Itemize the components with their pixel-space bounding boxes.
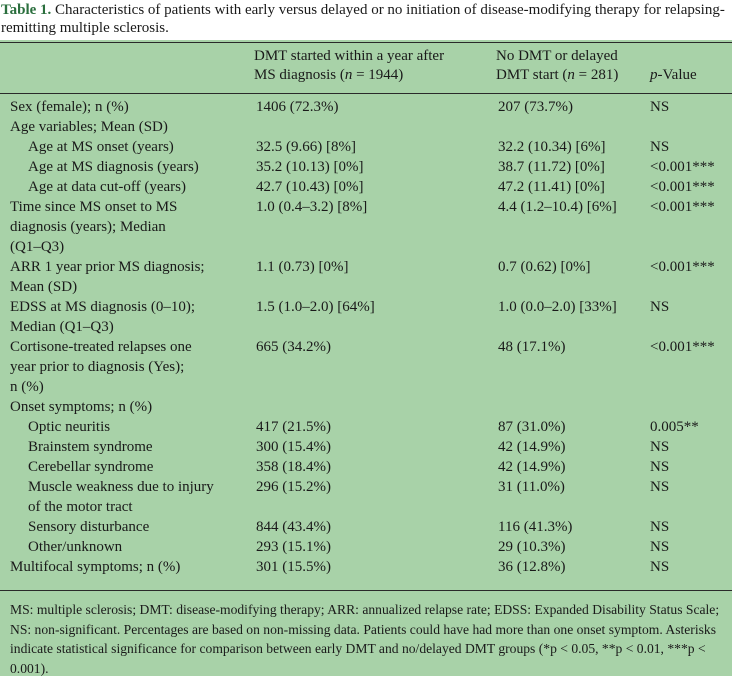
delayed-dmt-value: 207 (73.7%) — [498, 99, 573, 115]
p-value: NS — [650, 479, 670, 495]
early-dmt-value: 293 (15.1%) — [256, 539, 331, 555]
p-value: <0.001*** — [650, 259, 715, 275]
early-dmt-value: 35.2 (10.13) [0%] — [256, 159, 364, 175]
p-value: 0.005** — [650, 419, 699, 435]
p-value: <0.001*** — [650, 179, 715, 195]
p-value: NS — [650, 519, 670, 535]
row-label: Brainstem syndrome — [28, 439, 153, 455]
p-value: NS — [650, 99, 670, 115]
delayed-dmt-value: 0.7 (0.62) [0%] — [498, 259, 591, 275]
delayed-dmt-value: 116 (41.3%) — [498, 519, 573, 535]
row-label: Onset symptoms; n (%) — [10, 399, 153, 415]
caption-text: Characteristics of patients with early versus delayed or no initiation of disease-modifying therapy for relapsing-remitting multiple sclerosis. — [1, 2, 725, 36]
p-value: <0.001*** — [650, 199, 715, 215]
delayed-dmt-value: 42 (14.9%) — [498, 439, 566, 455]
p-value: NS — [650, 439, 670, 455]
row-label: Muscle weakness due to injury — [28, 479, 214, 495]
table-panel — [0, 40, 732, 676]
delayed-dmt-value: 4.4 (1.2–10.4) [6%] — [498, 199, 617, 215]
bottom-rule — [0, 590, 732, 591]
row-label: Multifocal symptoms; n (%) — [10, 559, 181, 575]
p-value: NS — [650, 139, 670, 155]
p-value: NS — [650, 539, 670, 555]
header-delayed-line1: No DMT or delayed — [496, 48, 618, 64]
early-dmt-value: 358 (18.4%) — [256, 459, 331, 475]
early-dmt-value: 1.1 (0.73) [0%] — [256, 259, 349, 275]
header-delayed-line2: DMT start (n = 281) — [496, 67, 619, 83]
row-label: Cerebellar syndrome — [28, 459, 154, 475]
row-label: (Q1–Q3) — [10, 239, 65, 255]
p-value: <0.001*** — [650, 159, 715, 175]
delayed-dmt-value: 38.7 (11.72) [0%] — [498, 159, 605, 175]
row-label: Median (Q1–Q3) — [10, 319, 114, 335]
delayed-dmt-value: 32.2 (10.34) [6%] — [498, 139, 606, 155]
early-dmt-value: 296 (15.2%) — [256, 479, 331, 495]
row-label: Optic neuritis — [28, 419, 111, 435]
row-label: Age variables; Mean (SD) — [10, 119, 168, 135]
row-label: year prior to diagnosis (Yes); — [10, 359, 185, 375]
row-label: Age at data cut-off (years) — [28, 179, 186, 195]
table-footnote: MS: multiple sclerosis; DMT: disease-modifying therapy; ARR: annualized relapse rate; EDSS: Expanded Disability Status Scale; NS: non-significant. Percentages are based on non-missing data. Patients could have had more than one onset symptom. Asterisks indicate statistical significance for comparison between early DMT and no/delayed DMT groups (*p < 0.05, **p < 0.01, ***p < 0.001). — [10, 602, 720, 676]
caption-label: Table 1. — [1, 2, 52, 18]
row-label: Cortisone-treated relapses one — [10, 339, 192, 355]
header-p-value: p-Value — [650, 67, 697, 83]
early-dmt-value: 1.0 (0.4–3.2) [8%] — [256, 199, 368, 215]
early-dmt-value: 1.5 (1.0–2.0) [64%] — [256, 299, 375, 315]
row-label: diagnosis (years); Median — [10, 219, 166, 235]
p-value: NS — [650, 299, 670, 315]
delayed-dmt-value: 1.0 (0.0–2.0) [33%] — [498, 299, 617, 315]
row-label: Sex (female); n (%) — [10, 99, 129, 115]
row-label: Other/unknown — [28, 539, 123, 555]
top-rule — [0, 42, 732, 43]
early-dmt-value: 665 (34.2%) — [256, 339, 331, 355]
early-dmt-value: 300 (15.4%) — [256, 439, 331, 455]
early-dmt-value: 417 (21.5%) — [256, 419, 331, 435]
row-label: ARR 1 year prior MS diagnosis; — [10, 259, 205, 275]
row-label: Time since MS onset to MS — [10, 199, 178, 215]
early-dmt-value: 32.5 (9.66) [8%] — [256, 139, 356, 155]
early-dmt-value: 844 (43.4%) — [256, 519, 331, 535]
p-value: NS — [650, 459, 670, 475]
header-early-line1: DMT started within a year after — [254, 48, 445, 64]
row-label: Sensory disturbance — [28, 519, 150, 535]
p-value: NS — [650, 559, 670, 575]
header-delayed-dmt — [496, 47, 618, 85]
early-dmt-value: 1406 (72.3%) — [256, 99, 339, 115]
early-dmt-value: 42.7 (10.43) [0%] — [256, 179, 364, 195]
p-value: <0.001*** — [650, 339, 715, 355]
row-label: EDSS at MS diagnosis (0–10); — [10, 299, 196, 315]
delayed-dmt-value: 31 (11.0%) — [498, 479, 565, 495]
row-label: of the motor tract — [28, 499, 133, 515]
delayed-dmt-value: 29 (10.3%) — [498, 539, 566, 555]
delayed-dmt-value: 87 (31.0%) — [498, 419, 566, 435]
row-label: Age at MS diagnosis (years) — [28, 159, 199, 175]
delayed-dmt-value: 48 (17.1%) — [498, 339, 566, 355]
delayed-dmt-value: 36 (12.8%) — [498, 559, 566, 575]
row-label: Age at MS onset (years) — [28, 139, 174, 155]
row-label: n (%) — [10, 379, 44, 395]
delayed-dmt-value: 47.2 (11.41) [0%] — [498, 179, 605, 195]
header-early-dmt — [254, 47, 444, 85]
header-early-line2: MS diagnosis (n = 1944) — [254, 67, 404, 83]
table-caption — [0, 0, 732, 40]
row-label: Mean (SD) — [10, 279, 78, 295]
delayed-dmt-value: 42 (14.9%) — [498, 459, 566, 475]
header-rule — [0, 93, 732, 94]
early-dmt-value: 301 (15.5%) — [256, 559, 331, 575]
